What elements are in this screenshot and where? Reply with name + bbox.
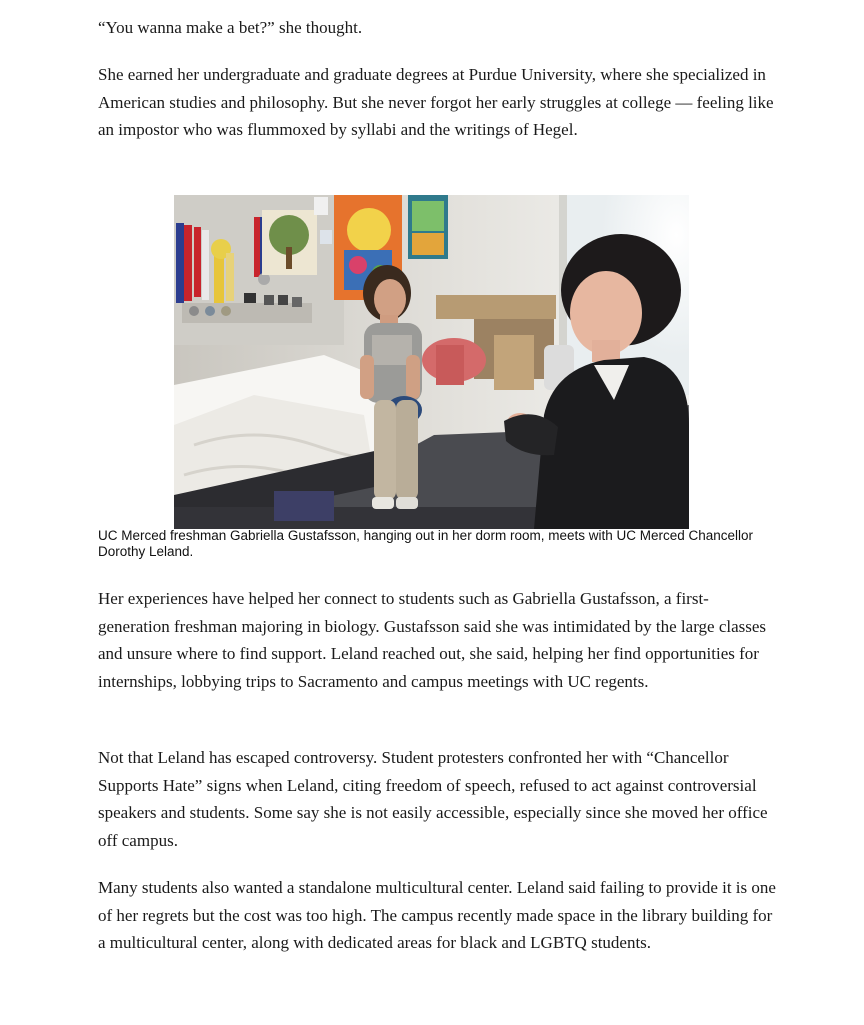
dorm-room-photo-illustration xyxy=(174,195,689,529)
photo-caption: UC Merced freshman Gabriella Gustafsson, hanging out in her dorm room, meets with UC Merced Chancellor Dorothy Leland. xyxy=(98,528,754,559)
article-paragraph-3: Her experiences have helped her connect to students such as Gabriella Gustafsson, a first-generation freshman majoring in biology. Gustafsson said she was intimidated by the large classes and unsure where to find support. Leland reached out, she said, helping her find opportunities for internships, lobbying trips to Sacramento and campus meetings with UC regents. xyxy=(98,589,767,691)
article-paragraph-1: “You wanna make a bet?” she thought. xyxy=(98,18,363,37)
article-photo xyxy=(174,195,689,529)
article-paragraph-2: She earned her undergraduate and graduate degrees at Purdue University, where she specialized in American studies and philosophy. But she never forgot her early struggles at college — feeling like an impostor who was flummoxed by syllabi and the writings of Hegel. xyxy=(98,65,774,139)
article-paragraph-5: Many students also wanted a standalone multicultural center. Leland said failing to provide it is one of her regrets but the cost was too high. The campus recently made space in the library building for a multicultural center, along with dedicated areas for black and LGBTQ students. xyxy=(98,878,776,952)
article-paragraph-4: Not that Leland has escaped controversy. Student protesters confronted her with “Chancellor Supports Hate” signs when Leland, citing freedom of speech, refused to act against controversial speakers and students. Some say she is not easily accessible, especially since she moved her office off campus. xyxy=(98,748,768,850)
